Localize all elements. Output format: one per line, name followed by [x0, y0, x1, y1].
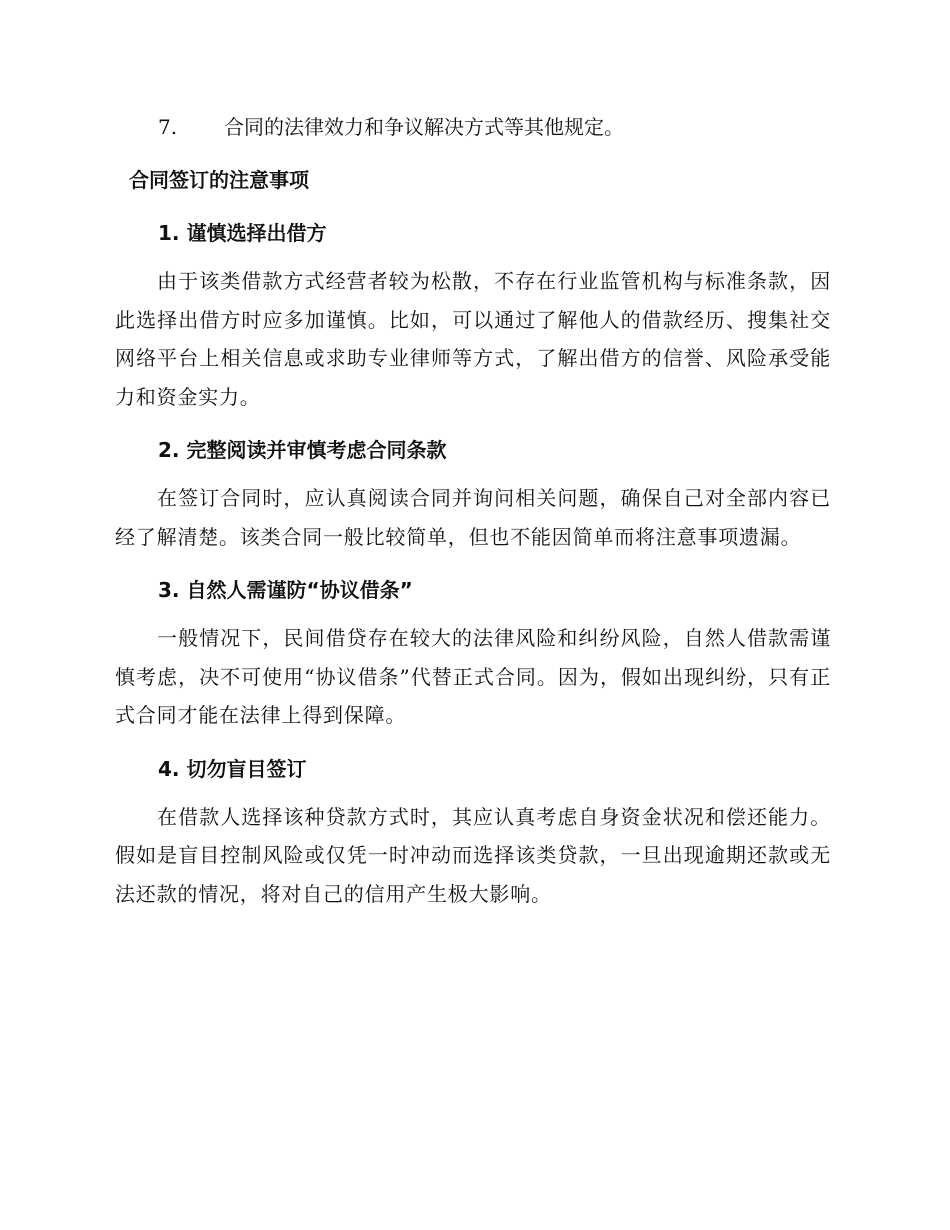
- list-item-number: 7.: [158, 115, 178, 139]
- section-heading-1: 1. 谨慎选择出借方: [158, 221, 327, 245]
- section-heading-4: 4. 切勿盲目签订: [158, 756, 307, 781]
- section-main-heading: 合同签订的注意事项: [129, 168, 309, 192]
- section-paragraph-1: 由于该类借款方式经营者较为松散，不存在行业监管机构与标准条款，因此选择出借方时应多加谨慎。比如，可以通过了解他人的借款经历、搜集社交网络平台上相关信息或求助专业律师等方式，了解出借方的信誉、风险承受能力和资金实力。: [115, 269, 831, 409]
- list-item-7: [158, 108, 831, 146]
- section-paragraph-2: 在签订合同时，应认真阅读合同并询问相关问题，确保自己对全部内容已经了解清楚。该类合同一般比较简单，但也不能因简单而将注意事项遗漏。: [115, 486, 831, 549]
- section-paragraph-4: 在借款人选择该种贷款方式时，其应认真考虑自身资金状况和偿还能力。假如是盲目控制风险或仅凭一时冲动而选择该类贷款，一旦出现逾期还款或无法还款的情况，将对自己的信用产生极大影响。: [115, 804, 831, 906]
- list-item-text: 合同的法律效力和争议解决方式等其他规定。: [224, 115, 624, 139]
- section-heading-3: 3. 自然人需谨防“协议借条”: [158, 578, 413, 602]
- document-content: [115, 108, 831, 913]
- section-paragraph-3: 一般情况下，民间借贷存在较大的法律风险和纠纷风险，自然人借款需谨慎考虑，决不可使用“协议借条”代替正式合同。因为，假如出现纠纷，只有正式合同才能在法律上得到保障。: [115, 626, 831, 727]
- section-heading-2: 2. 完整阅读并审慎考虑合同条款: [158, 438, 447, 462]
